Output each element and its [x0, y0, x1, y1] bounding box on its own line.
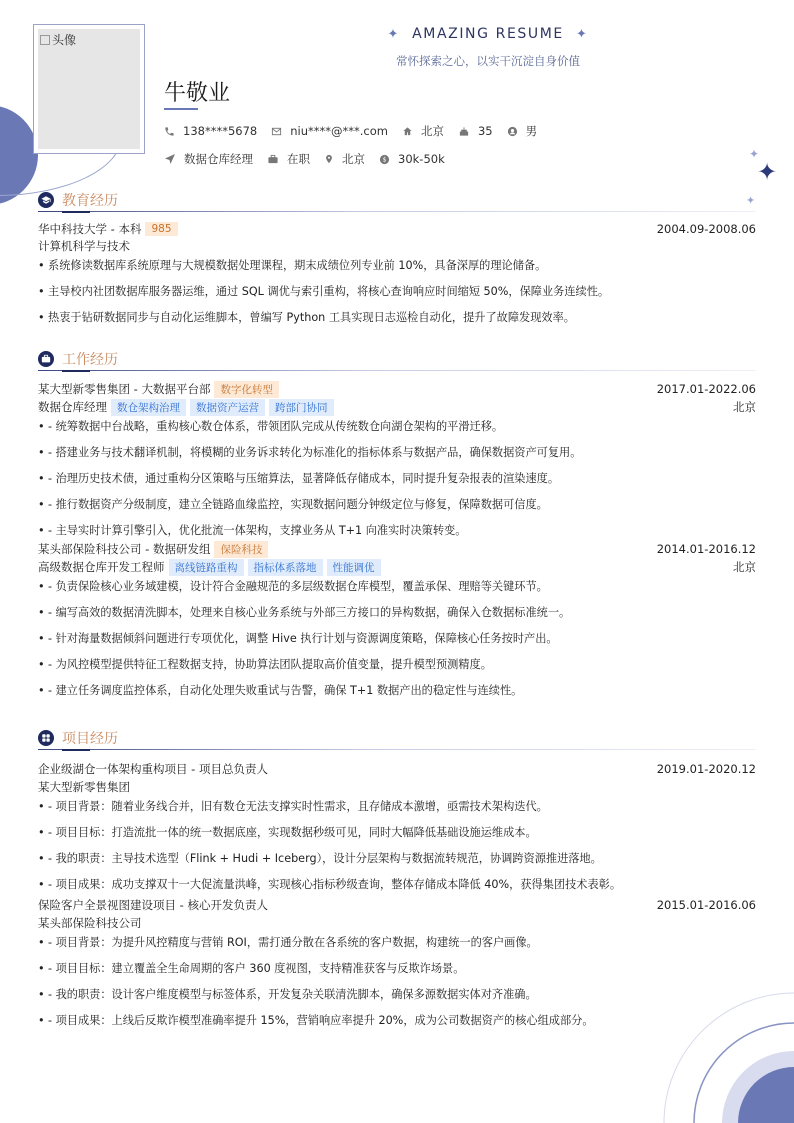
gender-item	[507, 123, 538, 139]
job-role: 数据仓库经理	[38, 400, 107, 414]
project-name: 保险客户全景视图建设项目 - 核心开发负责人	[38, 898, 268, 912]
motto: 常怀探索之心，以实干沉淀自身价值	[396, 54, 580, 68]
education-date: 2004.09-2008.06	[656, 222, 756, 236]
money-icon	[379, 154, 390, 165]
section-divider-accent	[62, 370, 90, 372]
salary-value: 30k-50k	[398, 152, 445, 166]
section-divider	[38, 370, 756, 371]
section-divider	[38, 749, 756, 750]
education-title: 教育经历	[62, 193, 118, 209]
education-section	[38, 189, 756, 335]
status-value: 在职	[287, 152, 310, 166]
avatar-frame	[33, 24, 145, 154]
project-entry	[38, 896, 756, 1038]
work-city: 北京	[733, 400, 756, 414]
cake-icon	[458, 126, 470, 137]
star-icon-left: ✦	[387, 27, 401, 42]
list-item: • - 主导实时计算引擎引入，优化批流一体架构，支撑业务从 T+1 向准实时决策转变。	[38, 524, 467, 537]
school-tag: 985	[145, 222, 177, 236]
graduation-cap-icon	[38, 192, 54, 208]
list-item: • - 我的职责：主导技术选型（Flink + Hudi + Iceberg），设计分层架构与数据流转规范，协调跨资源推进落地。	[38, 852, 602, 865]
work-date: 2017.01-2022.06	[656, 382, 756, 396]
list-item: • - 治理历史技术债，通过重构分区策略与压缩算法，显著降低存储成本，同时提升复杂报表的渲染速度。	[38, 472, 560, 485]
svg-text:$: $	[382, 156, 387, 164]
list-item: • - 项目背景：随着业务线合并，旧有数仓无法支撑实时性需求，且存储成本激增，亟需技术架构迭代。	[38, 800, 548, 813]
mail-icon	[271, 126, 282, 137]
sparkle-icon-large: ✦	[757, 158, 778, 186]
company-name: 某头部保险科技公司 - 数据研发组	[38, 542, 211, 556]
position-item	[164, 151, 253, 167]
skill-tag: 数仓架构治理	[111, 399, 186, 416]
company-tag: 保险科技	[214, 541, 268, 558]
age-value: 35	[477, 124, 493, 138]
project-org: 某头部保险科技公司	[38, 916, 142, 930]
status-item	[267, 151, 310, 167]
list-item: • - 搭建业务与技术翻译机制，将模糊的业务诉求转化为标准化的指标体系与数据产品，确保数据资产可复用。	[38, 446, 582, 459]
list-item: • - 编写高效的数据清洗脚本，处理来自核心业务系统与外部三方接口的异构数据，确保入仓数据标准统一。	[38, 606, 571, 619]
projects-header	[38, 727, 756, 749]
intent-city-value: 北京	[342, 152, 365, 166]
company-tag: 数字化转型	[214, 381, 279, 398]
list-item: • - 项目目标：建立覆盖全生命周期的客户 360 度视图，支持精准获客与反欺诈场景。	[38, 962, 465, 975]
sparkle-icon-small-top: ✦	[749, 147, 760, 161]
phone-icon	[164, 126, 175, 137]
sparkle-icon-small-bottom: ✦	[746, 194, 756, 207]
list-item: • - 项目成果：成功支撑双十一大促流量洪峰，实现核心指标秒级查询，整体存储成本降低 40%，获得集团技术表彰。	[38, 878, 622, 891]
list-item: • - 项目目标：打造流批一体的统一数据底座，实现数据秒级可见，同时大幅降低基础设施运维成本。	[38, 826, 537, 839]
skill-tag: 性能调优	[327, 559, 381, 576]
contact-row	[164, 123, 551, 139]
avatar-alt-text: 头像	[52, 33, 77, 47]
skill-tag: 跨部门协同	[269, 399, 334, 416]
work-entry	[38, 380, 756, 540]
project-date: 2019.01-2020.12	[656, 762, 756, 776]
project-entry	[38, 760, 756, 896]
briefcase-icon	[38, 351, 54, 367]
send-icon	[164, 153, 176, 165]
section-divider-accent	[62, 211, 90, 213]
city-value: 北京	[420, 124, 444, 138]
project-name: 企业级湖仓一体架构重构项目 - 项目总负责人	[38, 762, 268, 776]
email-value: niu****@***.com	[290, 124, 388, 138]
list-item: • - 建立任务调度监控体系，自动化处理失败重试与告警，确保 T+1 数据产出的稳定性与连续性。	[38, 684, 523, 697]
section-divider-accent	[62, 749, 90, 751]
project-org: 某大型新零售集团	[38, 780, 130, 794]
home-icon	[402, 126, 413, 137]
work-section	[38, 348, 756, 708]
project-date: 2015.01-2016.06	[656, 898, 756, 912]
email-item	[271, 124, 388, 138]
projects-section	[38, 727, 756, 1038]
list-item: • - 统筹数据中台战略，重构核心数仓体系，带领团队完成从传统数仓向湖仓架构的平滑迁移。	[38, 420, 504, 433]
grid-icon	[38, 730, 54, 746]
list-item: • - 负责保险核心业务域建模，设计符合金融规范的多层级数据仓库模型，覆盖承保、理赔等关键环节。	[38, 580, 548, 593]
school-name: 华中科技大学 - 本科	[38, 222, 142, 236]
education-entry	[38, 220, 756, 335]
work-date: 2014.01-2016.12	[656, 542, 756, 556]
star-icon-right: ✦	[575, 27, 589, 42]
list-item: • - 项目成果：上线后反欺诈模型准确率提升 15%，营销响应率提升 20%，成为公司数据资产的核心组成部分。	[38, 1014, 594, 1027]
position-value: 数据仓库经理	[184, 152, 253, 166]
phone-item	[164, 124, 257, 138]
gender-value: 男	[525, 124, 538, 138]
brand-title	[385, 26, 591, 42]
list-item: • 主导校内社团数据库服务器运维，通过 SQL 调优与索引重构，将核心查询响应时间缩短 50%，保障业务连续性。	[38, 285, 610, 298]
user-icon	[507, 126, 518, 137]
candidate-name: 牛敬业	[164, 81, 231, 106]
location-pin-icon	[324, 153, 334, 165]
age-item	[458, 124, 493, 138]
work-header	[38, 348, 756, 370]
list-item: • 系统修读数据库系统原理与大规模数据处理课程，期末成绩位列专业前 10%，具备深厚的理论储备。	[38, 259, 547, 272]
city-item	[402, 123, 444, 139]
list-item: • - 为风控模型提供特征工程数据支持，协助算法团队提取高价值变量，提升模型预测精度。	[38, 658, 492, 671]
company-name: 某大型新零售集团 - 大数据平台部	[38, 382, 211, 396]
skill-tag: 离线链路重构	[169, 559, 244, 576]
brand-text: AMAZING RESUME	[412, 26, 564, 42]
intent-row	[164, 151, 459, 167]
broken-image-icon	[40, 35, 50, 45]
list-item: • - 我的职责：设计客户维度模型与标签体系，开发复杂关联清洗脚本，确保多源数据实体对齐准确。	[38, 988, 537, 1001]
list-item: • - 推行数据资产分级制度，建立全链路血缘监控，实现数据问题分钟级定位与修复，保障数据可信度。	[38, 498, 548, 511]
major: 计算机科学与技术	[38, 239, 130, 253]
name-underline	[164, 108, 198, 110]
avatar	[38, 29, 140, 149]
salary-item	[379, 152, 445, 166]
work-entry	[38, 540, 756, 708]
work-title: 工作经历	[62, 352, 118, 368]
work-city: 北京	[733, 560, 756, 574]
list-item: • - 针对海量数据倾斜问题进行专项优化，调整 Hive 执行计划与资源调度策略，保障核心任务按时产出。	[38, 632, 558, 645]
section-divider	[38, 211, 756, 212]
list-item: • 热衷于钻研数据同步与自动化运维脚本，曾编写 Python 工具实现日志巡检自动化，提升了故障发现效率。	[38, 311, 575, 324]
job-role: 高级数据仓库开发工程师	[38, 560, 165, 574]
briefcase-icon	[267, 154, 279, 165]
phone-value: 138****5678	[183, 124, 258, 138]
education-header	[38, 189, 756, 211]
list-item: • - 项目背景：为提升风控精度与营销 ROI，需打通分散在各系统的客户数据，构建统一的客户画像。	[38, 936, 538, 949]
skill-tag: 数据资产运营	[190, 399, 265, 416]
intent-city-item	[324, 151, 365, 167]
projects-title: 项目经历	[62, 731, 118, 747]
skill-tag: 指标体系落地	[248, 559, 323, 576]
